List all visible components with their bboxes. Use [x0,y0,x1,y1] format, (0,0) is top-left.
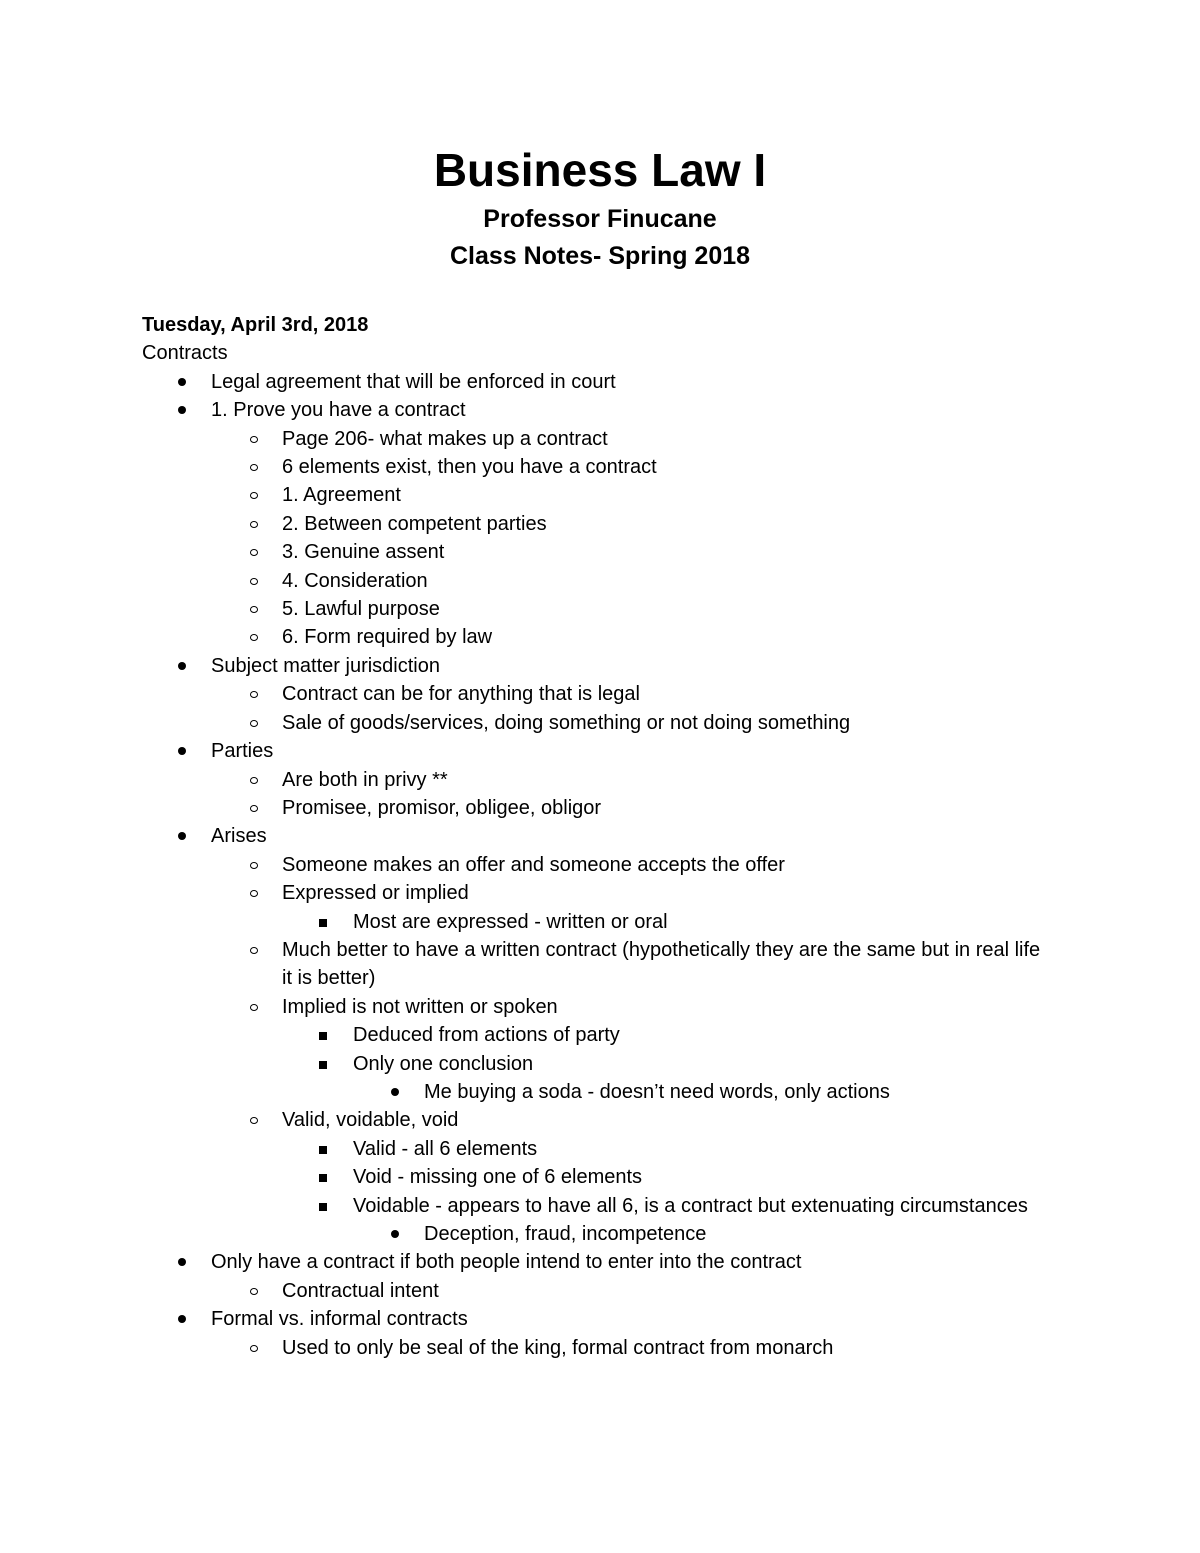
list-item-text: Arises [211,825,267,848]
bullet-square-icon [319,1032,327,1040]
list-item-text: 2. Between competent parties [282,512,547,535]
list-item-text: Formal vs. informal contracts [211,1308,468,1331]
list-item-text: Valid - all 6 elements [353,1137,538,1160]
list-item [142,652,1042,737]
bullet-circle-icon [250,436,258,443]
notes-date: Tuesday, April 3rd, 2018 [142,314,369,336]
bullet-square-icon [319,1203,327,1211]
list-item [282,908,1042,936]
list-item [282,1192,1042,1249]
list-item-text: Me buying a soda - doesn’t need words, only actions [424,1080,890,1103]
list-item-text: Contract can be for anything that is legal [282,683,640,706]
bullet-circle-icon [250,578,258,585]
list-item-text: 5. Lawful purpose [282,598,440,621]
list-item-text: Only have a contract if both people intend to enter into the contract [211,1251,802,1274]
bullet-circle-icon [250,492,258,499]
document-title: Business Law I [433,144,767,196]
bullet-circle-icon [250,1117,258,1124]
sub-list [211,680,1042,737]
list-item-text: 1. Prove you have a contract [211,399,466,422]
bullet-circle-icon [250,862,258,869]
list-item-text: Legal agreement that will be enforced in court [211,370,616,393]
list-item [142,737,1042,822]
list-item-text: Are both in privy ** [282,768,448,791]
bullet-circle-icon [250,1345,258,1352]
bullet-circle-icon [250,634,258,641]
sub-list [211,851,1042,1249]
bullet-square-icon [319,1061,327,1069]
sub-list [211,1334,1042,1362]
list-item [142,368,1042,396]
list-item-text: Sale of goods/services, doing something or not doing something [282,711,851,734]
list-item-text: Implied is not written or spoken [282,995,558,1018]
list-item [211,1277,1042,1305]
list-item-text: Valid, voidable, void [282,1109,459,1132]
bullet-circle-icon [250,549,258,556]
sub-list [282,908,1042,936]
list-item-text: Promisee, promisor, obligee, obligor [282,796,602,819]
list-item [282,1135,1042,1163]
bullet-circle-icon [250,1288,258,1295]
bullet-disc-icon [178,1258,186,1266]
list-item-text: Most are expressed - written or oral [353,910,668,933]
list-item [211,453,1042,481]
notes-topic: Contracts [142,342,228,365]
sub-list [353,1078,1042,1106]
list-item [211,851,1042,879]
list-item-text: Expressed or implied [282,882,469,905]
list-item-text: Someone makes an offer and someone accepts the offer [282,853,785,876]
bullet-circle-icon [250,606,258,613]
list-item [211,936,1042,993]
list-item [211,425,1042,453]
sub-list [282,1021,1042,1106]
list-item [353,1220,1042,1248]
list-item-text: Subject matter jurisdiction [211,654,440,677]
list-item [211,1106,1042,1248]
list-item-text: 6. Form required by law [282,626,493,649]
professor-name: Professor Finucane [483,205,717,233]
list-item [142,1305,1042,1362]
list-item [282,1163,1042,1191]
sub-list [211,425,1042,652]
list-item-text: Deception, fraud, incompetence [424,1223,707,1245]
list-item [282,1050,1042,1107]
bullet-disc-icon [178,406,186,414]
bullet-disc-icon [178,747,186,755]
list-item-text: Page 206- what makes up a contract [282,427,608,450]
list-item-text: Contractual intent [282,1279,439,1302]
list-item [211,567,1042,595]
list-item-text: 6 elements exist, then you have a contract [282,456,657,479]
bullet-disc-icon [391,1230,399,1238]
list-item-text: 4. Consideration [282,569,428,592]
list-item [282,1021,1042,1049]
notes-list [142,368,1042,1362]
bullet-circle-icon [250,890,258,897]
list-item-text: Void - missing one of 6 elements [353,1166,643,1189]
bullet-circle-icon [250,777,258,784]
bullet-circle-icon [250,521,258,528]
bullet-circle-icon [250,947,258,954]
list-item [142,1248,1042,1305]
notes-body [142,311,1042,1362]
list-item [211,709,1042,737]
bullet-disc-icon [178,832,186,840]
list-item [211,794,1042,822]
bullet-circle-icon [250,464,258,471]
bullet-disc-icon [178,378,186,386]
list-item [211,993,1042,1107]
list-item [211,595,1042,623]
list-item-text: Much better to have a written contract (hypothetically they are the same but in real life it is better) [282,938,1041,990]
list-item [211,481,1042,509]
list-item [211,510,1042,538]
bullet-disc-icon [391,1088,399,1096]
list-item-text: Used to only be seal of the king, formal contract from monarch [282,1336,834,1359]
list-item [211,623,1042,651]
list-item [211,766,1042,794]
sub-list [211,1277,1042,1305]
term-label: Class Notes- Spring 2018 [449,242,751,270]
list-item-text: Deduced from actions of party [353,1024,620,1047]
list-item [211,680,1042,708]
list-item-text: Voidable - appears to have all 6, is a contract but extenuating circumstances [353,1194,1028,1217]
list-item [211,879,1042,936]
bullet-square-icon [319,1146,327,1154]
list-item-text: 3. Genuine assent [282,541,445,564]
bullet-circle-icon [250,691,258,698]
bullet-circle-icon [250,720,258,727]
bullet-disc-icon [178,662,186,670]
list-item-text: 1. Agreement [282,484,401,507]
bullet-circle-icon [250,805,258,812]
sub-list [282,1135,1042,1249]
list-item [353,1078,1042,1106]
list-item [211,538,1042,566]
bullet-square-icon [319,919,327,927]
list-item-text: Only one conclusion [353,1052,534,1075]
list-item [142,396,1042,652]
bullet-disc-icon [178,1315,186,1323]
bullet-circle-icon [250,1004,258,1011]
list-item-text: Parties [211,740,274,763]
sub-list [211,766,1042,823]
list-item [142,822,1042,1248]
bullet-square-icon [319,1174,327,1182]
sub-list [353,1220,1042,1248]
list-item [211,1334,1042,1362]
